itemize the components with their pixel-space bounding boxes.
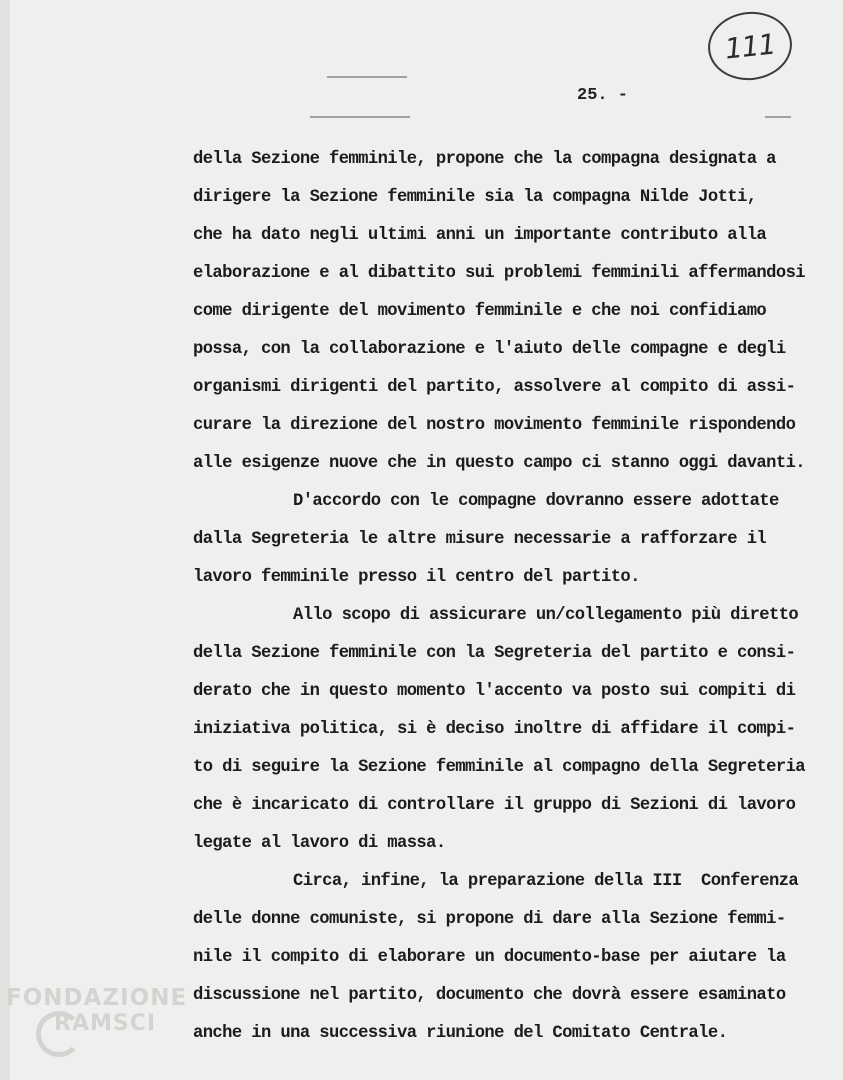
page-number: 25. -: [577, 86, 629, 105]
text-line: legate al lavoro di massa.: [193, 834, 446, 853]
watermark-line1: FONDAZIONE: [6, 985, 188, 1011]
page-number-stamp: 111: [705, 8, 796, 84]
text-line: della Sezione femminile, propone che la compagna designata a: [193, 150, 776, 169]
text-line: D'accordo con le compagne dovranno essere adottate: [293, 492, 779, 511]
text-line: organismi dirigenti del partito, assolvere al compito di assi-: [193, 378, 796, 397]
text-line: lavoro femminile presso il centro del partito.: [193, 568, 640, 587]
text-line: Allo scopo di assicurare un/collegamento più diretto: [293, 606, 799, 625]
text-line: elaborazione e al dibattito sui problemi femminili affermandosi: [193, 264, 805, 283]
watermark-line2: RAMSCI: [54, 1011, 157, 1036]
text-line: della Sezione femminile con la Segreteria del partito e consi-: [193, 644, 796, 663]
text-line: che è incaricato di controllare il gruppo di Sezioni di lavoro: [193, 796, 796, 815]
text-line: Circa, infine, la preparazione della III Conferenza: [293, 872, 799, 891]
text-line: derato che in questo momento l'accento va posto sui compiti di: [193, 682, 796, 701]
text-line: alle esigenze nuove che in questo campo ci stanno oggi davanti.: [193, 454, 805, 473]
text-line: nile il compito di elaborare un documento-base per aiutare la: [193, 948, 786, 967]
text-line: delle donne comuniste, si propone di dare alla Sezione femmi-: [193, 910, 786, 929]
text-line: come dirigente del movimento femminile e che noi confidiamo: [193, 302, 767, 321]
rule-top-left: [327, 76, 407, 78]
rule-mid-left: [310, 116, 410, 118]
text-line: dalla Segreteria le altre misure necessarie a rafforzare il: [193, 530, 767, 549]
text-line: possa, con la collaborazione e l'aiuto delle compagne e degli: [193, 340, 786, 359]
text-line: iniziativa politica, si è deciso inoltre di affidare il compi-: [193, 720, 796, 739]
body-text: [193, 141, 833, 1053]
text-line: curare la direzione del nostro movimento femminile rispondendo: [193, 416, 796, 435]
text-line: discussione nel partito, documento che dovrà essere esaminato: [193, 986, 786, 1005]
text-line: dirigere la Sezione femminile sia la compagna Nilde Jotti,: [193, 188, 757, 207]
text-line: anche in una successiva riunione del Comitato Centrale.: [193, 1024, 728, 1043]
text-line: che ha dato negli ultimi anni un importante contributo alla: [193, 226, 767, 245]
fondazione-gramsci-watermark: [6, 985, 206, 1055]
rule-mid-right: [765, 116, 791, 118]
text-line: to di seguire la Sezione femminile al compagno della Segreteria: [193, 758, 805, 777]
page-edge-shadow: [0, 0, 10, 1080]
